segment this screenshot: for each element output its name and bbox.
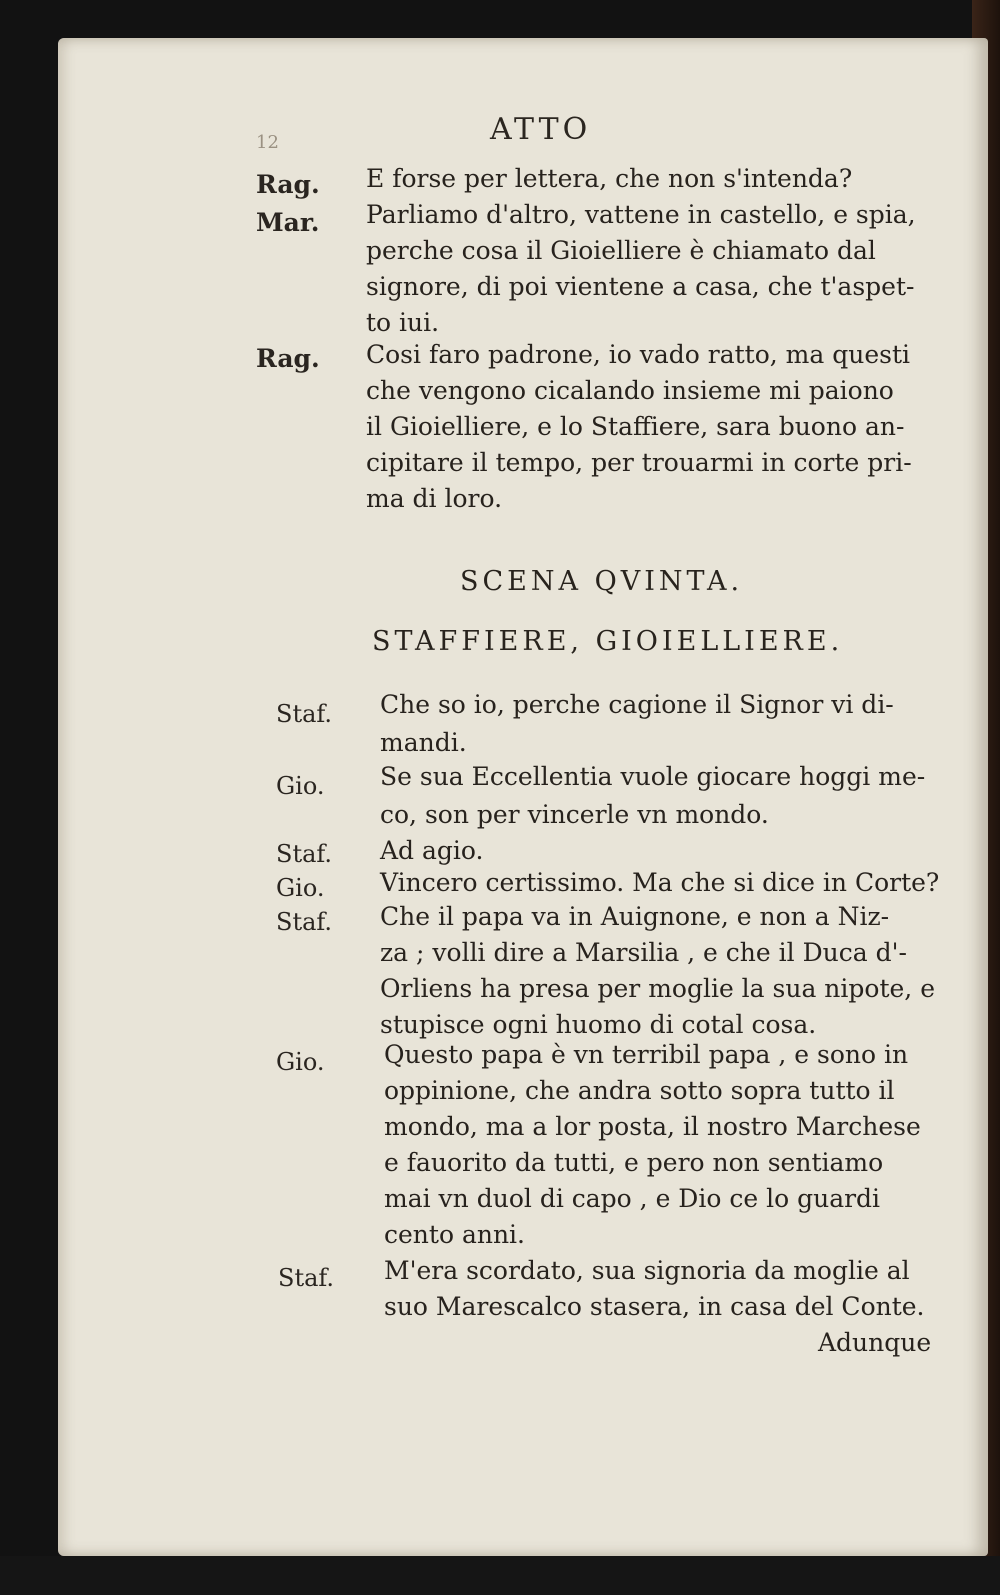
speaker-label: Staf. xyxy=(278,1264,335,1292)
characters-heading: STAFFIERE, GIOIELLIERE. xyxy=(372,626,844,657)
text-line: Orliens ha presa per moglie la sua nipote, e xyxy=(380,974,935,1003)
text-line: il Gioielliere, e lo Staffiere, sara buono an- xyxy=(366,412,905,441)
text-line: Che il papa va in Auignone, e non a Niz- xyxy=(380,902,890,931)
text-line: cento anni. xyxy=(384,1220,525,1249)
speaker-label: Mar. xyxy=(256,208,320,237)
text-line: mai vn duol di capo , e Dio ce lo guardi xyxy=(384,1184,881,1213)
text-line: e fauorito da tutti, e pero non sentiamo xyxy=(384,1148,884,1177)
text-line: mondo, ma a lor posta, il nostro Marchese xyxy=(384,1112,921,1141)
text-line: M'era scordato, sua signoria da moglie al xyxy=(384,1256,910,1285)
text-line: za ; volli dire a Marsilia , e che il Duca d'- xyxy=(380,938,907,967)
text-line: Cosi faro padrone, io vado ratto, ma questi xyxy=(366,340,911,369)
speaker-label: Staf. xyxy=(276,840,333,868)
text-line: Questo papa è vn terribil papa , e sono in xyxy=(384,1040,909,1069)
bottom-edge xyxy=(0,1556,1000,1595)
speaker-label: Staf. xyxy=(276,700,333,728)
text-line: Vincero certissimo. Ma che si dice in Corte? xyxy=(380,868,940,897)
speaker-label: Rag. xyxy=(256,344,320,373)
scene-heading: SCENA QVINTA. xyxy=(460,566,744,597)
text-line: signore, di poi vientene a casa, che t'aspet- xyxy=(366,272,915,301)
speaker-label: Staf. xyxy=(276,908,333,936)
text-line: perche cosa il Gioielliere è chiamato dal xyxy=(366,236,876,265)
text-line: mandi. xyxy=(380,728,467,757)
text-line: ma di loro. xyxy=(366,484,503,513)
catchword: Adunque xyxy=(818,1328,932,1357)
text-line: suo Marescalco stasera, in casa del Conte. xyxy=(384,1292,925,1321)
text-line: co, son per vincerle vn mondo. xyxy=(380,800,769,829)
text-line: stupisce ogni huomo di cotal cosa. xyxy=(380,1010,817,1039)
text-line: to iui. xyxy=(366,308,440,337)
text-line: oppinione, che andra sotto sopra tutto il xyxy=(384,1076,895,1105)
text-line: E forse per lettera, che non s'intenda? xyxy=(366,164,853,193)
text-line: cipitare il tempo, per trouarmi in corte pri- xyxy=(366,448,912,477)
running-head: ATTO xyxy=(490,112,592,147)
page-number: 12 xyxy=(256,132,279,153)
text-line: Parliamo d'altro, vattene in castello, e spia, xyxy=(366,200,916,229)
text-line: Che so io, perche cagione il Signor vi di- xyxy=(380,690,894,719)
text-line: Se sua Eccellentia vuole giocare hoggi me- xyxy=(380,762,926,791)
text-line: Ad agio. xyxy=(380,836,484,865)
speaker-label: Gio. xyxy=(276,874,325,902)
text-line: che vengono cicalando insieme mi paiono xyxy=(366,376,894,405)
speaker-label: Rag. xyxy=(256,170,320,199)
speaker-label: Gio. xyxy=(276,772,325,800)
speaker-label: Gio. xyxy=(276,1048,325,1076)
